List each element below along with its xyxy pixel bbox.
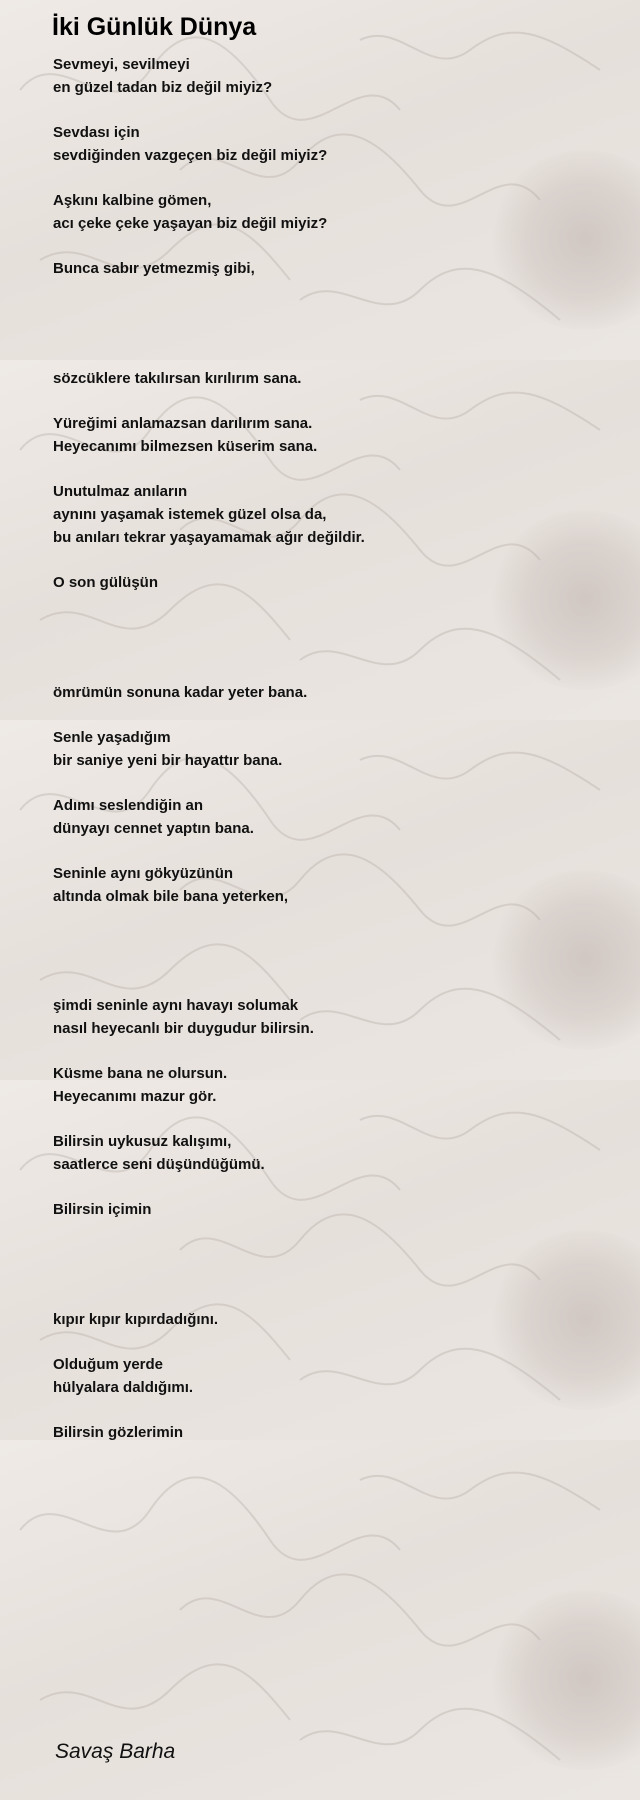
poem-line: Sevdası için [53,124,140,141]
poem-line: Unutulmaz anıların [53,483,188,500]
poem-line: dünyayı cennet yaptın bana. [53,820,254,837]
poem-line: Heyecanımı mazur gör. [53,1088,217,1105]
poem-line: bu anıları tekrar yaşayamamak ağır değildir. [53,529,365,546]
poem-line: Sevmeyi, sevilmeyi [53,56,190,73]
poem-line: Küsme bana ne olursun. [53,1065,228,1082]
poem-line: O son gülüşün [53,574,158,591]
poem-line: sevdiğinden vazgeçen biz değil miyiz? [53,147,328,164]
poem-line: nasıl heyecanlı bir duygudur bilirsin. [53,1020,314,1037]
poem-line: saatlerce seni düşündüğümü. [53,1156,265,1173]
poem-line: Senle yaşadığım [53,729,171,746]
poem-line: Aşkını kalbine gömen, [53,192,212,209]
poem-line: Seninle aynı gökyüzünün [53,865,234,882]
poem-line: Bilirsin içimin [53,1201,152,1218]
poem-line: altında olmak bile bana yeterken, [53,888,289,905]
poem-line: bir saniye yeni bir hayattır bana. [53,752,283,769]
poem-line: Bilirsin gözlerimin [53,1424,184,1441]
poem-line: en güzel tadan biz değil miyiz? [53,79,273,96]
poem-line: Yüreğimi anlamazsan darılırım sana. [53,415,313,432]
poem-title: İki Günlük Dünya [52,13,257,41]
poem-line: Heyecanımı bilmezsen küserim sana. [53,438,318,455]
poem-line: Olduğum yerde [53,1356,164,1373]
poem-line: Adımı seslendiğin an [53,797,204,814]
poem-line: sözcüklere takılırsan kırılırım sana. [53,370,302,387]
poem-line: aynını yaşamak istemek güzel olsa da, [53,506,327,523]
poem-line: Bunca sabır yetmezmiş gibi, [53,260,255,277]
poem-line: kıpır kıpır kıpırdadığını. [53,1311,219,1328]
poem-line: ömrümün sonuna kadar yeter bana. [53,684,308,701]
poem-line: acı çeke çeke yaşayan biz değil miyiz? [53,215,328,232]
poem-author: Savaş Barha [55,1740,176,1763]
poem-line: şimdi seninle aynı havayı solumak [53,997,299,1014]
poem-line: hülyalara daldığımı. [53,1379,194,1396]
poem-line: Bilirsin uykusuz kalışımı, [53,1133,232,1150]
